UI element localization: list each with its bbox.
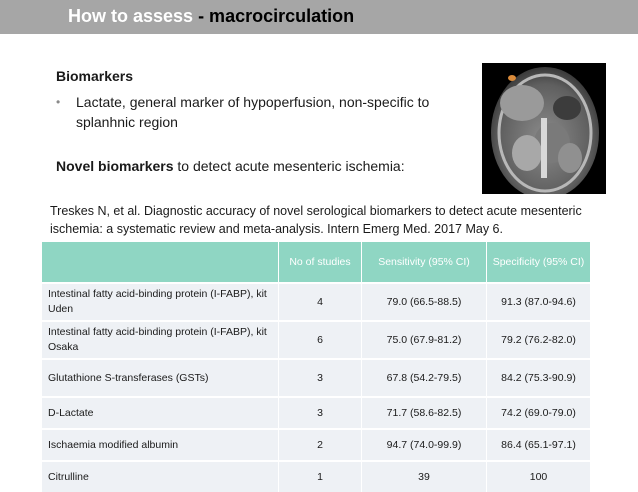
studies-cell: 4 bbox=[278, 282, 361, 320]
sensitivity-cell: 75.0 (67.9-81.2) bbox=[361, 320, 486, 358]
sensitivity-cell: 94.7 (74.0-99.9) bbox=[361, 428, 486, 460]
table-row bbox=[42, 320, 590, 358]
studies-cell: 1 bbox=[278, 460, 361, 492]
studies-cell: 3 bbox=[278, 396, 361, 428]
biomarker-name: D-Lactate bbox=[42, 396, 278, 428]
header-studies: No of studies bbox=[278, 242, 361, 282]
novel-bold: Novel biomarkers bbox=[56, 158, 174, 174]
header-specificity: Specificity (95% CI) bbox=[486, 242, 590, 282]
table-row bbox=[42, 428, 590, 460]
header-sensitivity: Sensitivity (95% CI) bbox=[361, 242, 486, 282]
table-row bbox=[42, 460, 590, 492]
studies-cell: 3 bbox=[278, 358, 361, 396]
specificity-cell: 91.3 (87.0-94.6) bbox=[486, 282, 590, 320]
biomarker-name: Glutathione S-transferases (GSTs) bbox=[42, 358, 278, 396]
bullet-icon: • bbox=[56, 95, 61, 109]
lactate-bullet bbox=[56, 92, 466, 132]
sensitivity-cell: 71.7 (58.6-82.5) bbox=[361, 396, 486, 428]
biomarker-name: Intestinal fatty acid-binding protein (I-FABP), kit Osaka bbox=[42, 320, 278, 358]
biomarker-name: Intestinal fatty acid-binding protein (I-FABP), kit Uden bbox=[42, 282, 278, 320]
studies-cell: 2 bbox=[278, 428, 361, 460]
specificity-cell: 100 bbox=[486, 460, 590, 492]
sensitivity-cell: 67.8 (54.2-79.5) bbox=[361, 358, 486, 396]
title-lead: How to assess bbox=[68, 6, 194, 26]
table-header-row bbox=[42, 242, 590, 282]
biomarker-name: Ischaemia modified albumin bbox=[42, 428, 278, 460]
novel-rest: to detect acute mesenteric ischemia: bbox=[173, 158, 405, 174]
biomarker-name: Citrulline bbox=[42, 460, 278, 492]
ct-scan-drawing bbox=[482, 63, 606, 194]
slide-title bbox=[68, 6, 354, 27]
sensitivity-cell: 39 bbox=[361, 460, 486, 492]
table-row bbox=[42, 358, 590, 396]
sensitivity-cell: 79.0 (66.5-88.5) bbox=[361, 282, 486, 320]
specificity-cell: 79.2 (76.2-82.0) bbox=[486, 320, 590, 358]
reference-citation: Treskes N, et al. Diagnostic accuracy of novel serological biomarkers to detect acute mesenteric ischemia: a systematic review and meta-analysis. Intern Emerg Med. 2017 May 6. bbox=[50, 204, 582, 236]
table-row bbox=[42, 396, 590, 428]
novel-biomarkers-line bbox=[56, 158, 405, 174]
title-bar bbox=[0, 0, 638, 34]
biomarker-table bbox=[42, 242, 590, 492]
biomarkers-heading: Biomarkers bbox=[56, 68, 134, 84]
ct-scan-image bbox=[482, 63, 606, 194]
specificity-cell: 74.2 (69.0-79.0) bbox=[486, 396, 590, 428]
table-row bbox=[42, 282, 590, 320]
bullet-text: Lactate, general marker of hypoperfusion, non-specific to splanhnic region bbox=[76, 94, 430, 130]
title-accent: - macrocirculation bbox=[193, 6, 355, 26]
studies-cell: 6 bbox=[278, 320, 361, 358]
specificity-cell: 84.2 (75.3-90.9) bbox=[486, 358, 590, 396]
header-empty bbox=[42, 242, 278, 282]
specificity-cell: 86.4 (65.1-97.1) bbox=[486, 428, 590, 460]
